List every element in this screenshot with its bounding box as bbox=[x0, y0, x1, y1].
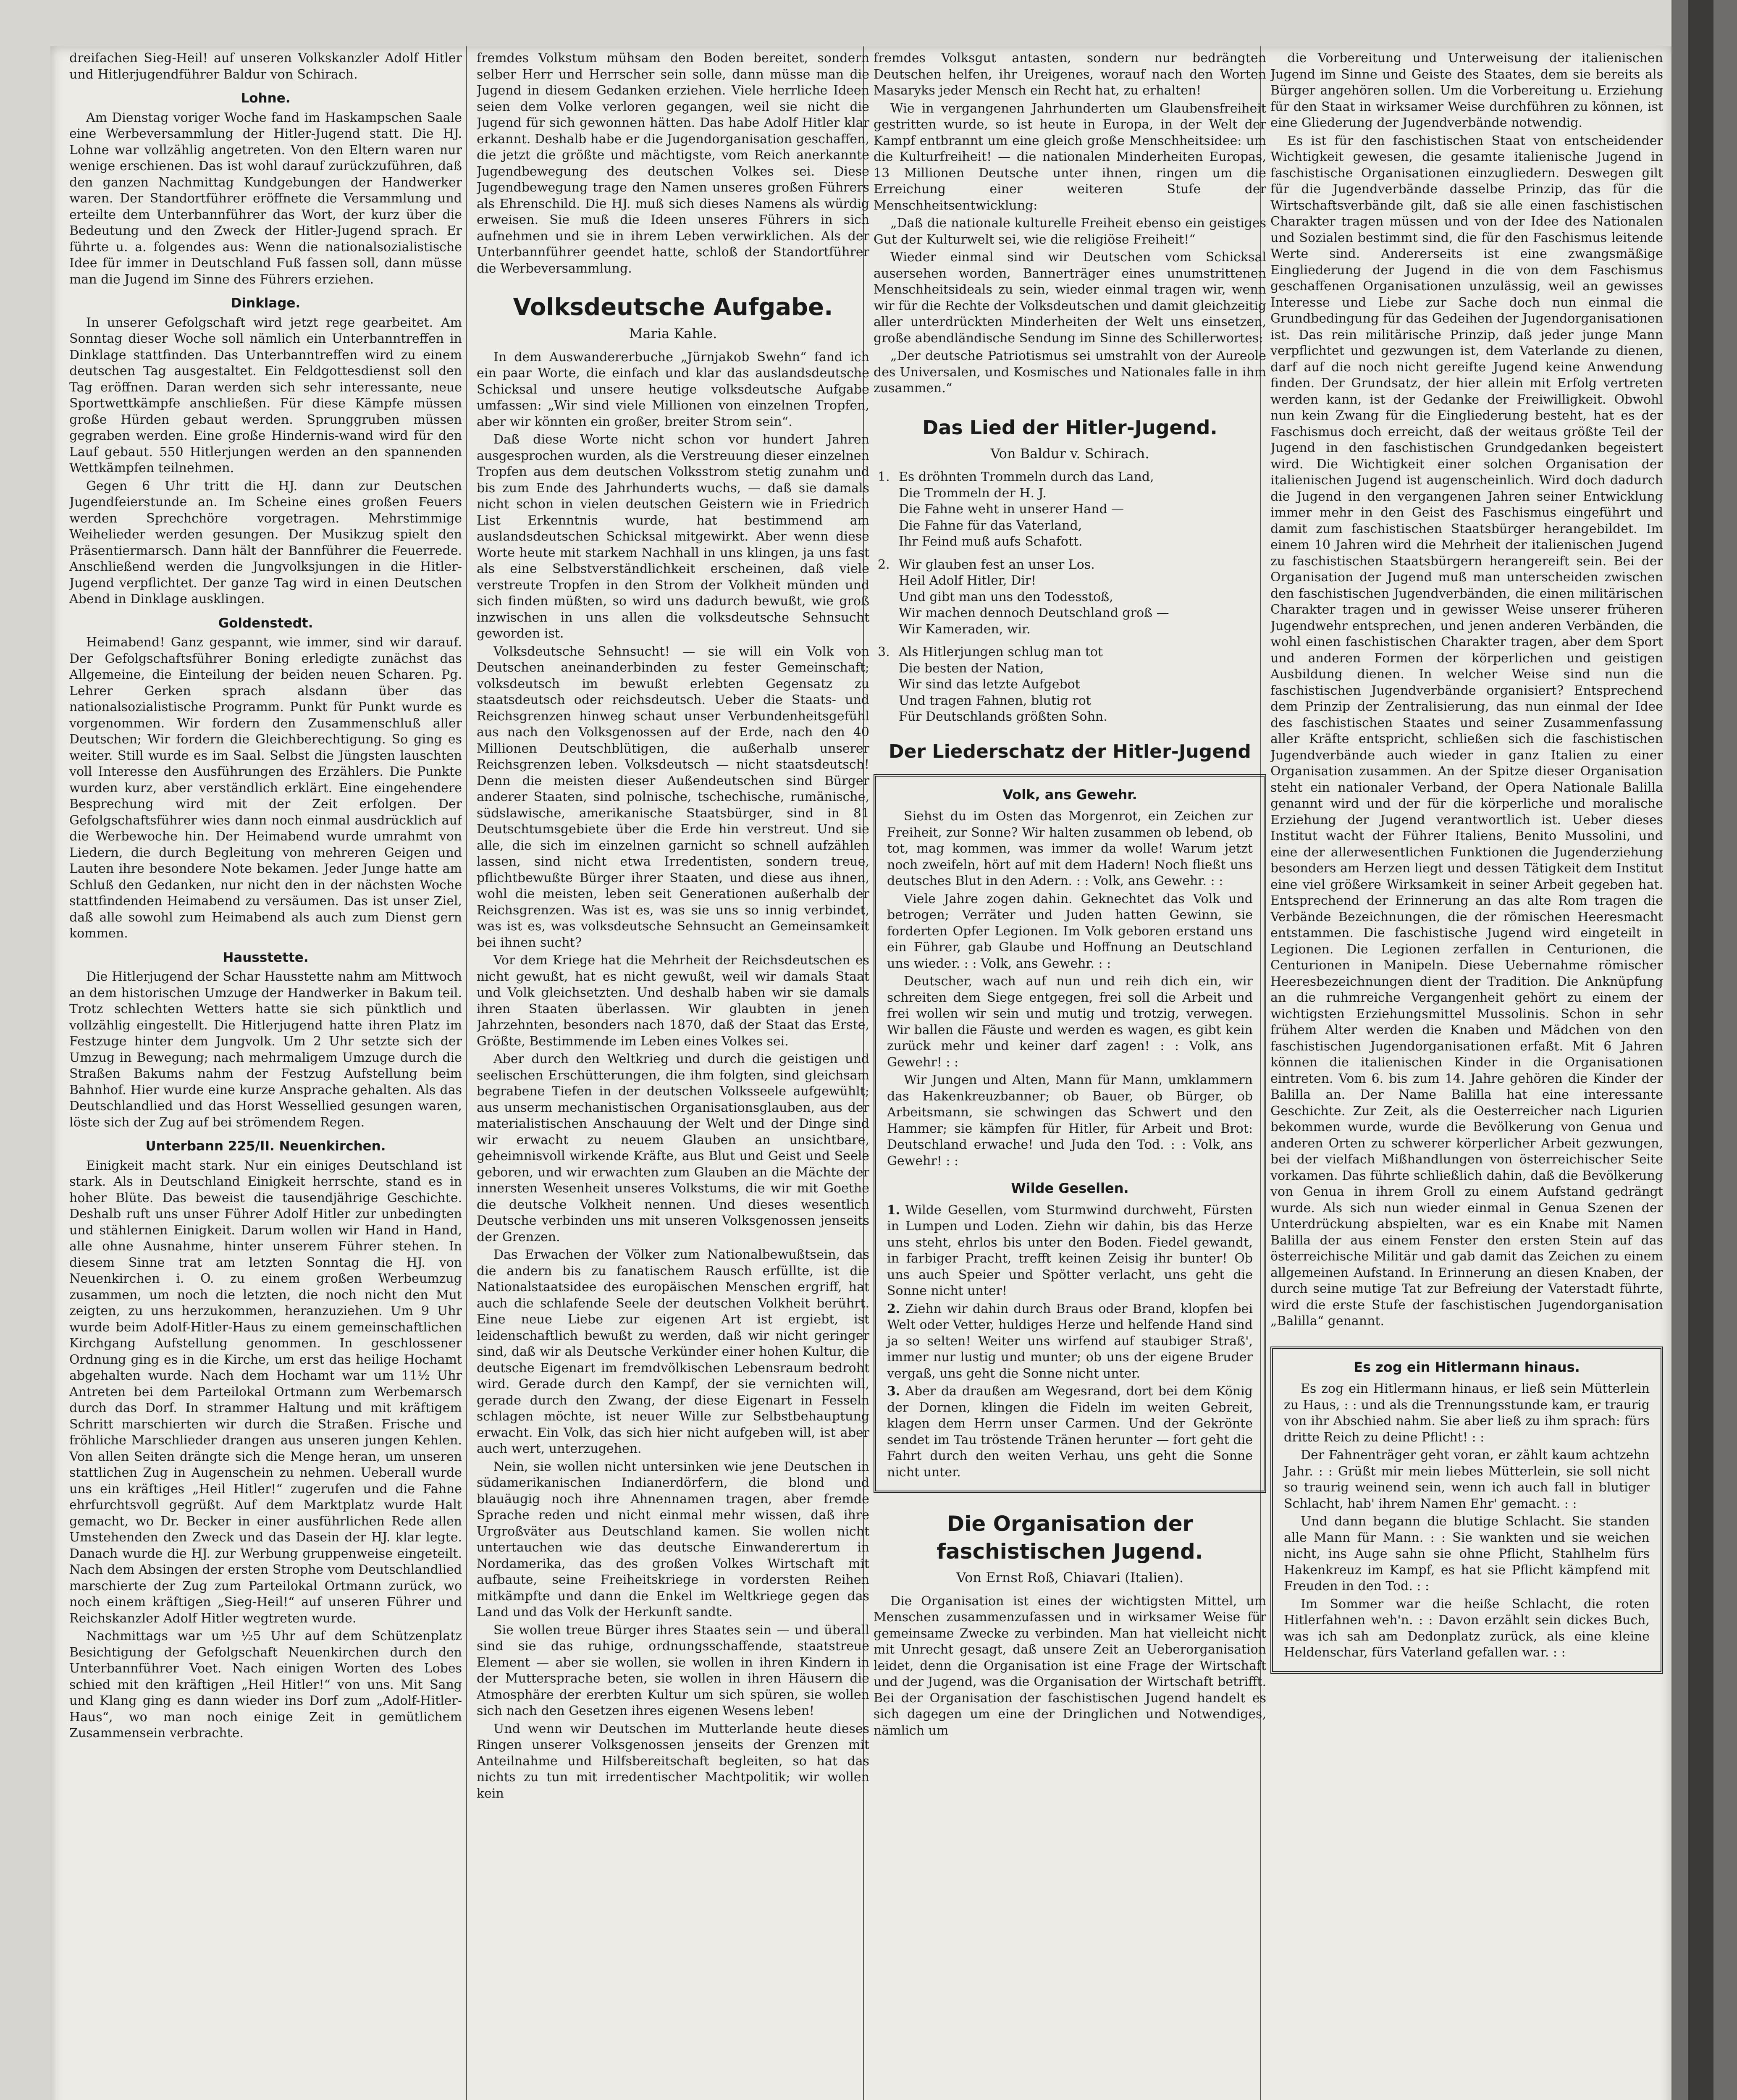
stanza-text: Ziehn wir dahin durch Braus oder Brand, klopfen bei Welt oder Vetter, huldiges Herze und helfende Hand sind ja so selten! Weiter uns wirfend auf staubiger Straß', immer nur lustig und munter; ob uns der eigene Bruder vergaß, uns geht die Sonne nicht unter. bbox=[887, 1301, 1253, 1381]
paragraph: Das Erwachen der Völker zum Nationalbewußtsein, das die andern bis zu fanatischem Rausch erfüllte, ist die Nationalstaatsidee des europäischen Menschen ergriff, hat auch die schlafende Seele der deutschen Volkheit berührt. Eine neue Liebe zur eigenen Art ist ergiebt, ist leidenschaftlich bewußt zu werden, daß wir nicht geringer sind, daß wir als Deutsche Verkünder einer hohen Kultur, die deutsche Eigenart im fremdvölkischen Lebensraum bedroht wird. Gerade durch den Kampf, der sie vernichten will, gerade durch den Zwang, der diese Eigenart in Fesseln schlagen möchte, ist neuer Wille zur Selbstbehauptung erwacht. Ein Volk, das sich hier nicht aufgeben will, ist aber auch wert, unterzugehen. bbox=[477, 1247, 869, 1456]
song-stanza: Deutscher, wach auf nun und reih dich ein, wir schreiten dem Siege entgegen, frei soll die Arbeit und frei wollen wir sein und mutig und trotzig, verwegen. Wir ballen die Fäuste und werden es wagen, es gibt kein zurück mehr und keiner darf zagen! : : Volk, ans Gewehr! : : bbox=[887, 974, 1253, 1070]
col2-intro: fremdes Volkstum mühsam den Boden bereitet, sondern selber Herr und Herrscher sein solle, dann müsse man die Jugend in diesem Gedanken erziehen. Viele herrliche Ideen seien dem Volke verloren gegangen, weil sie nicht die Jugend für sich gewonnen hätten. Das habe Adolf Hitler klar erkannt. Deshalb habe er die Jugendorganisation geschaffen, die jetzt die größte und mächtigste, vom Reich anerkannte Jugendbewegung des deutschen Volkes sei. Diese Jugendbewegung trage den Namen unseres großen Führers als Ehrenschild. Die HJ. muß sich dieses Namens als würdig erweisen. Sie muß die Ideen unseres Führers in sich aufnehmen und sie in ihrem Leben verwirklichen. Als der Unterbannführer geendet hatte, schloß der Standortführer die Werbeversammlung. bbox=[477, 51, 869, 276]
stanza-number: 2. bbox=[878, 557, 890, 572]
stanza-number: 3. bbox=[887, 1384, 900, 1399]
article-author: Maria Kahle. bbox=[629, 326, 717, 341]
song-author: Von Baldur v. Schirach. bbox=[990, 445, 1149, 462]
column-rule bbox=[466, 46, 467, 2100]
org-headline: Die Organisation der faschistischen Jugend. bbox=[937, 1512, 1203, 1564]
box-song-title: Volk, ans Gewehr. bbox=[1002, 786, 1137, 803]
paragraph: Sie wollen treue Bürger ihres Staates sein — und überall sind sie das ruhige, ordnungsschaffende, staatstreue Element — aber sie wollen, sie wollen in ihren Kindern in der Muttersprache beten, sie wollen in ihren Häusern die Atmosphäre der ererbten Kultur um sich spüren, sie wollen sich nach den Gesetzen ihres eigenen Wesens leben! bbox=[477, 1622, 869, 1718]
stanza-number: 3. bbox=[878, 645, 890, 659]
paragraph: Die Hitlerjugend der Schar Hausstette nahm am Mittwoch an dem historischen Umzuge der Handwerker in Bakum teil. Trotz schlechten Wetters hatte sie sich pünktlich und vollzählig eingestellt. Die Hitlerjugend hatte ihren Platz im Festzuge hinter dem Jungvolk. Um 2 Uhr setzte sich der Umzug in Bewegung; nach mehrmaligem Umzuge durch die Straßen Bakums nahm der Festzug Aufstellung beim Bahnhof. Hier wurde eine kurze Ansprache gehalten. Als das Deutschlandlied und das Horst Wessellied gesungen waren, löste sich der Zug auf bei strömendem Regen. bbox=[69, 969, 462, 1130]
song-line: Für Deutschlands größten Sohn. bbox=[899, 709, 1107, 724]
paragraph: Wie in vergangenen Jahrhunderten um Glaubensfreiheit gestritten wurde, so ist heute in Europa, in der Welt der Kampf entbrannt um eine gleich große Menschheitsidee: um die Kulturfreiheit! — die nationalen Minderheiten Europas, 13 Millionen Deutsche unter ihnen, ringen um die Erreichung einer weiteren Stufe der Menschheitsentwicklung: bbox=[874, 101, 1266, 213]
hitlermann-box bbox=[1270, 1347, 1663, 1674]
org-author: Von Ernst Roß, Chiavari (Italien). bbox=[956, 1570, 1183, 1586]
paragraph: In dem Auswandererbuche „Jürnjakob Swehn“ fand ich ein paar Worte, die einfach und klar das auslandsdeutsche Schicksal und unsere heutige volksdeutsche Aufgabe umfassen: „Wir sind viele Millionen von einzelnen Tropfen, aber wir könnten ein großer, breiter Strom sein“. bbox=[477, 349, 869, 429]
section-title: Dinklage. bbox=[231, 296, 301, 311]
column-2 bbox=[477, 50, 869, 2100]
song-stanza bbox=[887, 1301, 1253, 1382]
article-headline: Volksdeutsche Aufgabe. bbox=[513, 294, 833, 321]
column-3 bbox=[874, 50, 1266, 2100]
hitlermann-title: Es zog ein Hitlermann hinaus. bbox=[1354, 1359, 1580, 1375]
song-line: Die Fahne für das Vaterland, bbox=[899, 518, 1082, 533]
paragraph: Einigkeit macht stark. Nur ein einiges Deutschland ist stark. Als in Deutschland Einigkeit herrschte, stand es in hoher Blüte. Das beweist die tausendjährige Geschichte. Deshalb ruft uns unser Führer Adolf Hitler zur unbedingten und stählernen Einigkeit. Darum wollen wir Hand in Hand, alle ohne Ausnahme, hinter unserem Führer stehen. In diesem Sinne trat am letzten Sonntag die HJ. von Neuenkirchen i. O. zu einem großen Werbeumzug zusammen, um noch die letzten, die noch nicht den Mut zeigten, zu uns herzukommen, heranzuziehen. Um 9 Uhr wurde beim Adolf-Hitler-Haus zu einem gemeinschaftlichen Kirchgang Aufstellung genommen. In geschlossener Ordnung ging es in die Kirche, um erst das heilige Hochamt abgehalten wurde. Nach dem Hochamt war um 11½ Uhr Antreten bei dem Parteilokal Ortmann zum Werbemarsch durch das Dorf. In strammer Haltung und mit kräftigem Schritt marschierten wir durch die Straßen. Frische und fröhliche Marschlieder drangen aus unseren jungen Kehlen. Von allen Seiten drängte sich die Menge heran, um unseren stattlichen Zug in Augenschein zu nehmen. Ueberall wurde uns ein kräftiges „Heil Hitler!“ zugerufen und die Fahne ehrfurchtsvoll gegrüßt. Auf dem Marktplatz wurde Halt gemacht, wo Dr. Becker in einer ausführlichen Rede allen Umstehenden den Zweck und das Dasein der HJ. klar legte. Danach wurde die HJ. zur Werbung gruppenweise eingeteilt. Nach dem Absingen der ersten Strophe vom Deutschlandlied marschierte der Zug zum Parteilokal Ortmann zurück, wo noch einem kräftigen „Sieg-Heil!“ auf unseren Führer und Reichskanzler Adolf Hitler wegtreten wurde. bbox=[69, 1158, 462, 1626]
song-stanza: Viele Jahre zogen dahin. Geknechtet das Volk und betrogen; Verräter und Juden hatten Gewinn, sie forderten Opfer Legionen. Im Volk geboren erstand uns ein Führer, gab Glaube und Hoffnung an Deutschland uns wieder. : : Volk, ans Gewehr. : : bbox=[887, 891, 1253, 971]
song-line: 2. Wir glauben fest an unser Los. bbox=[874, 557, 1266, 573]
paragraph: Am Dienstag voriger Woche fand im Haskampschen Saale eine Werbeversammlung der Hitler-Jugend statt. Die HJ. Lohne war vollzählig angetreten. Von den Eltern waren nur wenige erschienen. Das ist wohl darauf zurückzuführen, daß den ganzen Nachmittag Kundgebungen der Handwerker waren. Der Standortführer eröffnete die Versammlung und erteilte dem Unterbannführer das Wort, der kurz über die Bedeutung und den Zweck der Hitler-Jugend sprach. Er führte u. a. folgendes aus: Wenn die nationalsozialistische Idee für immer in Deutschland Fuß fassen soll, dann müsse man die Jugend im Sinne des Führers erziehen. bbox=[69, 110, 462, 287]
song-stanza: Wir Jungen und Alten, Mann für Mann, umklammern das Hakenkreuzbanner; ob Bauer, ob Bürger, ob Arbeitsmann, sie schwingen das Schwert und den Hammer; sie kämpfen für Hitler, für Arbeit und Brot: Deutschland erwache! und Juda den Tod. : : Volk, ans Gewehr! : : bbox=[887, 1073, 1253, 1168]
song-line: Die Trommeln der H. J. bbox=[899, 486, 1047, 501]
song-line: Ihr Feind muß aufs Schafott. bbox=[899, 534, 1083, 549]
paragraph: „Der deutsche Patriotismus sei umstrahlt von der Aureole des Universalen, und Kosmisches und Nationales falle in ihm zusammen.“ bbox=[874, 349, 1266, 396]
column-1 bbox=[69, 50, 462, 2100]
song-line: Die besten der Nation, bbox=[899, 661, 1044, 676]
paragraph: die Vorbereitung und Unterweisung der italienischen Jugend im Sinne und Geiste des Staates, dem sie bereits als Bürger angehören sollen. Um die Vorbereitung u. Erziehung für den Staat in wirksamer Weise durchführen zu können, ist eine Gliederung der Jugendverbände notwendig. bbox=[1270, 51, 1663, 130]
paragraph: Volksdeutsche Sehnsucht! — sie will ein Volk von Deutschen aneinanderbinden zu fester Gemeinschaft; volksdeutsch im bewußt erlebten Gegensatz zu staatsdeutsch oder reichsdeutsch. Ueber die Staats- und Reichsgrenzen hinweg schaut unser Verbundenheitsgefühl aus nach den Volksgenossen auf der Erde, nach den 40 Millionen Deutschblütigen, die außerhalb unserer Reichsgrenzen leben. Volksdeutsch — nicht staatsdeutsch! Denn die meisten dieser Außendeutschen sind Bürger anderer Staaten, sind polnische, tschechische, rumänische, südslawische, amerikanische Staatsbürger, sind in 81 Deutschtumsgebiete über die Erde hin verstreut. Und sie alle, die sich im einzelnen garnicht so schnell aufzählen lassen, sind nicht etwa Irredentisten, sondern treue, pflichtbewußte Bürger ihrer Staaten, und diese aus ihnen, wohl die meisten, leben seit Generationen außerhalb der Reichsgrenzen. Was ist es, was sie uns so innig verbindet, was ist es, was volksdeutsche Sehnsucht an Gemeinsamkeit bei ihnen sucht? bbox=[477, 644, 869, 950]
song-headline: Das Lied der Hitler-Jugend. bbox=[922, 416, 1217, 439]
paragraph: Wieder einmal sind wir Deutschen vom Schicksal ausersehen worden, Bannerträger eines unumstrittenen Menschheitsideals zu sein, wieder einmal tragen wir, wenn wir für die Rechte der Volksdeutschen und damit gleichzeitig aller unterdrückten Minderheiten der Welt uns einsetzen, große abendländische Sendung im Sinne des Schillerwortes: bbox=[874, 250, 1266, 346]
stanza-number: 2. bbox=[887, 1301, 900, 1316]
song-stanza: Siehst du im Osten das Morgenrot, ein Zeichen zur Freiheit, zur Sonne? Wir halten zusammen ob lebend, ob tot, mag kommen, was immer da wolle! Warum jetzt noch zweifeln, hört auf mit dem Hadern! Noch fließt uns deutsches Blut in den Adern. : : Volk, ans Gewehr. : : bbox=[887, 809, 1253, 888]
song-stanza bbox=[887, 1383, 1253, 1480]
stanza-number: 1. bbox=[878, 470, 890, 484]
paragraph: Gegen 6 Uhr tritt die HJ. dann zur Deutschen Jugendfeierstunde an. Im Scheine eines großen Feuers werden Sprechchöre vorgetragen. Mehrstimmige Weihelieder werden gesungen. Der Musikzug spielt den Präsentiermarsch. Dann hält der Bannführer die Feuerrede. Anschließend werden die Jungvolksjungen in die Hitler-Jugend verpflichtet. Der ganze Tag wird in einen Deutschen Abend in Dinklage ausklingen. bbox=[69, 478, 462, 606]
paragraph: Nein, sie wollen nicht untersinken wie jene Deutschen in südamerikanischen Indianerdörfern, die blond und blauäugig noch ihre Ahnennamen tragen, aber fremde Sprache reden und nicht einmal mehr wissen, daß ihre Urgroßväter aus Deutschland kamen. Sie wollen nicht untertauchen wie das deutsche Einwanderertum in Nordamerika, das des großen Volkes Wirtschaft mit aufbaute, seine Freiheitskriege in vordersten Reihen mitkämpfte und dann die Enkel im Weltkriege gegen das Land und das Volk der Herkunft sandte. bbox=[477, 1459, 869, 1620]
paragraph: Nachmittags war um ½5 Uhr auf dem Schützenplatz Besichtigung der Gefolgschaft Neuenkirchen durch den Unterbannführer Voet. Nach einigen Worten des Lobes schied mit den kräftigen „Heil Hitler!“ von uns. Mit Sang und Klang ging es dann wieder ins Dorf zum „Adolf-Hitler-Haus“, wo man noch einige Zeit in gemütlichem Zusammensein verbrachte. bbox=[69, 1629, 462, 1740]
wild-song-title: Wilde Gesellen. bbox=[1011, 1180, 1129, 1196]
song-stanza: Der Fahnenträger geht voran, er zählt kaum achtzehn Jahr. : : Grüßt mir mein liebes Mütterlein, sie soll nicht so traurig weinend sein, wenn ich auch fall in blutiger Schlacht, hab' ihrem Namen Ehr' gemacht. : : bbox=[1284, 1448, 1650, 1511]
paragraph: Daß diese Worte nicht schon vor hundert Jahren ausgesprochen wurden, als die Verstreuung dieser einzelnen Tropfen aus dem deutschen Volksstrom stetig zunahm und bis zum Ende des Jahrhunderts wuchs, — daß sie damals nicht schon in vielen deutschen Geistern wie in Friedrich List Erkenntnis wurde, hat bestimmend am auslandsdeutschen Schicksal mitgewirkt. Aber wenn diese Worte heute mit starkem Nachhall in uns klingen, ja uns fast als eine Selbstverständlichkeit erscheinen, daß viele verstreute Tropfen in den Strom der Volkheit münden und sich finden müßten, so wird uns dadurch bewußt, wie groß inzwischen in uns allen die volksdeutsche Sehnsucht geworden ist. bbox=[477, 432, 869, 641]
page-edge bbox=[1671, 0, 1737, 2100]
song-stanza bbox=[874, 644, 1266, 725]
song-line: 1. Es dröhnten Trommeln durch das Land, bbox=[874, 469, 1266, 486]
paragraph: In unserer Gefolgschaft wird jetzt rege gearbeitet. Am Sonntag dieser Woche soll nämlich ein Unterbanntreffen in Dinklage stattfinden. Das Unterbanntreffen wird zu einem deutschen Tag ausgestaltet. Ein Feldgottesdienst soll den Tag eröffnen. Daran werden sich sehr interessante, neue Sportwettkämpfe anschließen. Für diese Kämpfe müssen große Hürden gebaut werden. Sprunggruben müssen gegraben werden. Eine große Hindernis-wand wird für den Lauf gebaut. 550 Hitlerjungen werden an den spannenden Wettkämpfen teilnehmen. bbox=[69, 315, 462, 475]
song-stanza: Und dann begann die blutige Schlacht. Sie standen alle Mann für Mann. : : Sie wankten und sie weichen nicht, ins Auge sahn sie ohne Pflicht, Stahlhelm fürs Hakenkreuz im Kampf, es hat sie Pflicht kämpfend mit Freuden in den Tod. : : bbox=[1284, 1514, 1650, 1593]
song-line: Wir machen dennoch Deutschland groß — bbox=[899, 606, 1169, 620]
paragraph: „Daß die nationale kulturelle Freiheit ebenso ein geistiges Gut der Kulturwelt sei, wie die religiöse Freiheit!“ bbox=[874, 216, 1266, 247]
stanza-text: Wilde Gesellen, vom Sturmwind durchweht, Fürsten in Lumpen und Loden. Ziehn wir dahin, bis das Herze uns steht, ehrlos bis unter den Boden. Fiedel gewandt, in farbiger Pracht, trefft keinen Zeisig ihr bunter! Ob uns auch Speier und Spötter verlacht, uns geht die Sonne nicht unter! bbox=[887, 1202, 1253, 1298]
col1-intro: dreifachen Sieg-Heil! auf unseren Volkskanzler Adolf Hitler und Hitlerjugendführer Baldur von Schirach. bbox=[69, 51, 462, 82]
paragraph: Die Organisation ist eines der wichtigsten Mittel, um Menschen zusammenzufassen und in wirksamer Weise für gemeinsame Zwecke zu verbinden. Man hat vielleicht nicht mit Unrecht gesagt, daß unsere Zeit an Ueberorganisation leidet, denn die Organisation ist eine Frage der Wirtschaft und der Jugend, was die Organisation der Wirtschaft betrifft. Bei der Organisation der faschistischen Jugend handelt es sich dagegen um eine der Dringlichen und Notwendiges, nämlich um bbox=[874, 1593, 1266, 1738]
stanza-number: 1. bbox=[887, 1202, 900, 1218]
liederschatz-headline: Der Liederschatz der Hitler-Jugend bbox=[889, 740, 1251, 762]
section-title: Unterbann 225/II. Neuenkirchen. bbox=[145, 1139, 386, 1154]
song-line: Und gibt man uns den Todesstoß, bbox=[899, 589, 1113, 604]
song-line: Heil Adolf Hitler, Dir! bbox=[899, 573, 1036, 588]
song-line: Und tragen Fahnen, blutig rot bbox=[899, 693, 1091, 708]
song-line: Die Fahne weht in unserer Hand — bbox=[899, 502, 1124, 517]
col3-intro: fremdes Volksgut antasten, sondern nur bedrängten Deutschen helfen, ihr Ureigenes, worauf nach den Worten Masaryks jeder Mensch ein Recht hat, zu erhalten! bbox=[874, 51, 1266, 98]
section-title: Hausstette. bbox=[223, 950, 309, 965]
song-stanza bbox=[887, 1202, 1253, 1299]
paragraph: Es ist für den faschistischen Staat von entscheidender Wichtigkeit gewesen, die gesamte italienische Jugend in faschistische Organisationen einzugliedern. Deswegen gilt für die Jugendverbände dasselbe Prinzip, das für die Wirtschaftsverbände gilt, daß sie alle einen faschistischen Charakter tragen müssen und von der Idee des Nationalen und Sozialen bestimmt sind, die für den Faschismus leitende Werte sind. Andererseits ist eine zwangsmäßige Eingliederung der Jugend in die von dem Faschismus geschaffenen Organisationen unzulässig, weil an gewisses Interesse und Liebe zur Sache doch nun einmal die Grundbedingung für das Gedeihen der Jugendorganisationen ist. Das rein militärische Prinzip, daß jeder junge Mann verpflichtet und gezwungen ist, dem Vaterlande zu dienen, darf auf die noch nicht gereifte Jugend keine Anwendung finden. Der Grundsatz, der hier allein mit Erfolg vertreten werden kann, ist der Gedanke der Freiwilligkeit. Obwohl nun kein Zwang für die Eingliederung besteht, hat es der Faschismus doch erreicht, daß der weitaus größte Teil der Jugend in den faschistischen Grundgedanken begeistert wird. Die Wichtigkeit einer solchen Organisation der italienischen Jugend ist augenscheinlich. Wird doch dadurch die Jugend in den vergangenen Jahren seiner Entwicklung immer mehr in den Geist des Faschismus eingeführt und damit zum faschistischen Staatsbürger herangebildet. Im einem 10 Jahren wird die Mehrheit der italienischen Jugend zu faschistischen Staatsbürgern herangereift sein. Bei der Organisation der Jugend muß man unterscheiden zwischen den faschistischen Jugendverbänden, die einen militärischen Charakter tragen und in gewisser Weise unserer früheren Jugendwehr entsprechen, und jenen anderen Verbänden, die wohl einen faschistischen Charakter tragen, aber dem Sport und anderen Formen der körperlichen und geistigen Ausbildung dienen. In welcher Weise sind nun die faschistischen Jugendverbände organisiert? Entsprechend dem Prinzip der Zentralisierung, das nun einmal der Idee des faschistischen Staates und seiner Zusammenfassung aller Kräfte entspricht, schließen sich die faschistischen Jugendverbände auch wieder in ganz Italien zu einer Organisation zusammen. An der Spitze dieser Organisation steht ein nationaler Verband, der Opera Nationale Balilla genannt wird und der für die körperliche und moralische Erziehung der Jugend verantwortlich ist. Ueber dieses Institut wacht der Führer Italiens, Benito Mussolini, und eine der allerwesentlichen Funktionen die Jugenderziehung besonders am Herzen liegt und dessen Tätigkeit dem Institut eine viel größere Wirksamkeit in seiner Arbeit gegeben hat. Entsprechend der Erinnerung an das alte Rom tragen die Verbände Bezeichnungen, die der römischen Heeresmacht entstammen. Die faschistische Jugend wird eingeteilt in Legionen. Die Legionen zerfallen in Centurionen, die Centurionen in Manipeln. Diese Uebernahme römischer Heeresbezeichnungen dient der Tradition. Die Anknüpfung an die ruhmreiche Vergangenheit gehört zu einem der wichtigsten Erziehungsmittel Mussolinis. Schon in sehr frühem Alter werden die Knaben und Mädchen von den faschistischen Jugendorganisationen erfaßt. Mit 6 Jahren können die italienischen Kinder in die Organisationen eintreten. Vom 6. bis zum 14. Jahre gehören die Kinder der Balilla an. Der Name Balilla hat eine interessante Geschichte. Zur Zeit, als die Oesterreicher nach Ligurien bekommen wurde, wurde die Bevölkerung von Genua und anderen Orten zu schwerer körperlicher Arbeit gezwungen, bei der vielfach Mißhandlungen von österreichischer Seite vorkamen. Das führte schließlich dahin, daß die Bevölkerung von Genua in ihrem Groll zu einem Aufstand gedrängt wurde. Als sich nun wieder einmal in Genua Szenen der Unterdrückung abspielten, war es ein Knabe mit Namen Balilla der aus einem Fenster den ersten Stein auf das österreichische Militär und gab damit das Zeichen zu einem allgemeinen Aufstand. In Erinnerung an diesen Knaben, der durch seine mutige Tat zur Befreiung der Vaterstadt führte, wird die erste Stufe der faschistischen Jugendorganisation „Balilla“ genannt. bbox=[1270, 133, 1663, 1328]
song-stanza bbox=[874, 557, 1266, 638]
paragraph: Aber durch den Weltkrieg und durch die geistigen und seelischen Erschütterungen, die ihm folgten, sind gleichsam begrabene Tiefen in der deutschen Volksseele aufgewühlt; aus unserm mechanistischen Organisationsglauben, aus der materialistischen Anschauung der Welt und der Dinge sind wir erwacht zu neuem Glauben an unsichtbare, geheimnisvoll wirkende Kräfte, aus Blut und Geist und Seele geboren, und wir erwachten zum Glauben an die Mächte der innersten Wesenheit unseres Volkstums, die wir mit Goethe die deutsche Volkheit nennen. Und dieses wesentlich Deutsche verbinden uns mit unseren Volksgenossen jenseits der Grenzen. bbox=[477, 1052, 869, 1244]
song-line: Wir Kameraden, wir. bbox=[899, 622, 1031, 637]
stanza-text: Aber da draußen am Wegesrand, dort bei dem König der Dornen, klingen die Fideln im weiten Gebreit, klagen dem Herrn unser Carmen. Und der Gekrönte sendet im Tau tröstende Tränen herunter — fort geht die Fahrt durch den weiten Verhau, uns geht die Sonne nicht unter. bbox=[887, 1384, 1253, 1480]
song-stanza: Im Sommer war die heiße Schlacht, die roten Hitlerfahnen weh'n. : : Davon erzählt sein dickes Buch, was ich sah am Dedonplatz zurück, als eine kleine Heldenschar, fürs Vaterland gefallen war. : : bbox=[1284, 1596, 1650, 1660]
song-stanza bbox=[874, 469, 1266, 550]
section-title: Lohne. bbox=[241, 91, 291, 106]
song-stanza: Es zog ein Hitlermann hinaus, er ließ sein Mütterlein zu Haus, : : und als die Trennungsstunde kam, er traurig von ihr Abschied nahm. Sie aber ließ zu ihm sprach: fürs dritte Reich zu deine Pflicht! : : bbox=[1284, 1381, 1650, 1445]
song-line: Wir sind das letzte Aufgebot bbox=[899, 677, 1080, 692]
song-line: 3. Als Hitlerjungen schlug man tot bbox=[874, 644, 1266, 661]
column-4 bbox=[1270, 50, 1663, 2100]
paragraph: Heimabend! Ganz gespannt, wie immer, sind wir darauf. Der Gefolgschaftsführer Boning erledigte zunächst das Allgemeine, die Einteilung der beiden neuen Scharen. Pg. Lehrer Gerken sprach alsdann über das nationalsozialistische Programm. Punkt für Punkt wurde es vorgenommen. Wir fordern den Zusammenschluß aller Deutschen; Wir fordern die Gleichberechtigung. So ging es weiter. Still wurde es im Saal. Selbst die Jüngsten lauschten voll Interesse den Ausführungen des Erzählers. Die Punkte wurden kurz, aber verständlich erklärt. Eine eingehendere Besprechung wird mit der Zeit erfolgen. Der Gefolgschaftsführer wies dann noch einmal ausdrücklich auf die Werbewoche hin. Der Heimabend wurde umrahmt von Liedern, die durch Begleitung von mehreren Geigen und Lauten ihre besondere Note bekamen. Jeder Junge hatte am Schluß den Gedanken, nur nicht den in der nächsten Woche stattfindenden Heimabend zu versäumen. Das ist unser Ziel, daß alle sowohl zum Heimabend als auch zum Dienst gern kommen. bbox=[69, 635, 462, 941]
paragraph: Und wenn wir Deutschen im Mutterlande heute dieses Ringen unserer Volksgenossen jenseits der Grenzen mit Anteilnahme und Hilfsbereitschaft begleiten, so hat das nichts zu tun mit irredentischer Machtpolitik; wir wollen kein bbox=[477, 1721, 869, 1801]
liederschatz-box bbox=[874, 774, 1266, 1494]
section-title: Goldenstedt. bbox=[218, 615, 313, 631]
paragraph: Vor dem Kriege hat die Mehrheit der Reichsdeutschen es nicht gewußt, hat es nicht gewußt, weil wir damals Staat und Volk gleichsetzten. Und deshalb haben wir sie damals ihren Staaten überlassen. Wir glaubten in jenen Jahrzehnten, besonders nach 1870, daß der Staat das Erste, Größte, Bestimmende im Leben eines Volkes sei. bbox=[477, 953, 869, 1049]
